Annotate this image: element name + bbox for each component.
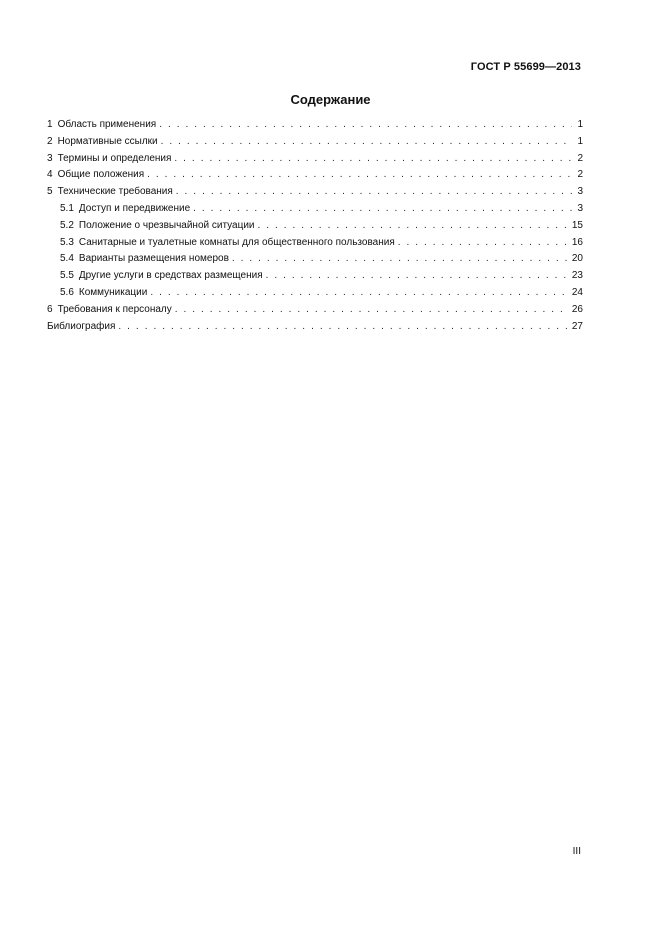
toc-entry-number: 2 [47, 135, 53, 147]
toc-entry-label: Область применения [57, 119, 157, 130]
toc-entry-emergency[interactable] [47, 218, 583, 235]
toc-leader-dots [398, 235, 569, 252]
toc-entry-number: 5.4 [60, 253, 74, 265]
toc-entry-number: 6 [47, 303, 53, 315]
toc-leader-dots [150, 285, 569, 302]
toc-leader-dots [175, 302, 569, 319]
toc-entry-label: Варианты размещения номеров [78, 253, 229, 265]
toc-entry-label: Технические требования [57, 186, 173, 198]
toc-entry-label: Термины и определения [57, 152, 172, 164]
toc-entry-other-services[interactable] [47, 268, 583, 285]
toc-leader-dots [176, 184, 572, 201]
toc-entry-page: 27 [571, 320, 583, 332]
toc-entry-number: 5.3 [60, 236, 74, 248]
toc-entry-page: 2 [577, 152, 583, 164]
toc-entry-label: Библиография [47, 320, 116, 332]
toc-entry-label: Общие положения [57, 169, 145, 181]
toc-leader-dots [118, 319, 568, 336]
toc-entry-page: 2 [577, 169, 583, 181]
toc-entry-room-options[interactable] [47, 251, 583, 268]
toc-entry-page: 1 [577, 135, 583, 147]
toc-entry-page: 3 [577, 186, 583, 198]
toc-entry-page: 24 [571, 286, 583, 298]
page-number: III [572, 846, 581, 857]
toc-entry-page: 20 [571, 253, 583, 265]
toc-entry-access-movement[interactable] [47, 201, 583, 218]
toc-leader-dots [147, 167, 572, 184]
toc-leader-dots [266, 268, 569, 285]
toc-title: Содержание [290, 92, 371, 107]
toc-entry-staff-requirements[interactable] [47, 302, 583, 319]
toc-entry-label: Санитарные и туалетные комнаты для общественного пользования [78, 236, 395, 248]
toc-entry-page: 15 [571, 219, 583, 231]
toc-entry-label: Коммуникации [78, 286, 148, 298]
toc-entry-number: 4 [47, 169, 53, 181]
toc-leader-dots [232, 251, 569, 268]
toc-entry-number: 1 [47, 119, 53, 130]
toc-leader-dots [161, 134, 572, 151]
document-header: ГОСТ Р 55699—2013 [470, 61, 581, 73]
toc-entry-page: 3 [577, 202, 583, 214]
toc-entry-label: Доступ и передвижение [78, 202, 191, 214]
toc-entry-normative-references[interactable] [47, 134, 583, 151]
toc-entry-communications[interactable] [47, 285, 583, 302]
toc-entry-page: 1 [577, 119, 583, 130]
toc-leader-dots [159, 117, 572, 134]
toc-entry-terms-definitions[interactable] [47, 151, 583, 168]
toc-entry-number: 5.1 [60, 202, 74, 214]
table-of-contents [47, 117, 583, 335]
toc-leader-dots [174, 151, 572, 168]
toc-entry-bibliography[interactable] [47, 319, 583, 336]
toc-entry-scope[interactable] [47, 117, 583, 134]
toc-entry-number: 5.5 [60, 270, 74, 282]
toc-entry-general-provisions[interactable] [47, 167, 583, 184]
toc-leader-dots [193, 201, 572, 218]
toc-entry-page: 23 [571, 270, 583, 282]
toc-entry-label: Положение о чрезвычайной ситуации [78, 219, 255, 231]
toc-entry-label: Нормативные ссылки [57, 135, 158, 147]
toc-entry-label: Требования к персоналу [57, 303, 172, 315]
toc-entry-page: 16 [571, 236, 583, 248]
toc-entry-number: 5.2 [60, 219, 74, 231]
toc-entry-page: 26 [571, 303, 583, 315]
toc-entry-technical-requirements[interactable] [47, 184, 583, 201]
toc-entry-label: Другие услуги в средствах размещения [78, 270, 263, 282]
toc-entry-number: 5 [47, 186, 53, 198]
toc-entry-number: 5.6 [60, 286, 74, 298]
toc-leader-dots [258, 218, 569, 235]
toc-entry-number: 3 [47, 152, 53, 164]
toc-entry-sanitary-rooms[interactable] [47, 235, 583, 252]
